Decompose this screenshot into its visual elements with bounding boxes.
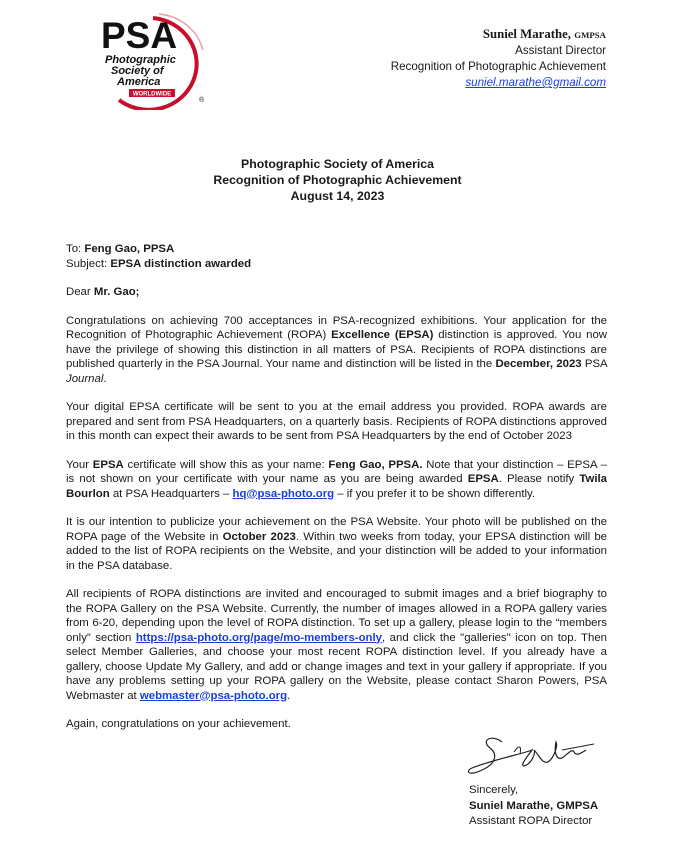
letter-body [66, 242, 607, 746]
sender-name: Suniel Marathe, [482, 27, 571, 41]
subject-value: EPSA distinction awarded [110, 257, 252, 270]
recipient-name: Feng Gao, PPSA [84, 243, 175, 255]
signatory-name: Suniel Marathe, GMPSA [469, 799, 599, 812]
salutation: Dear Mr. Gao; [66, 286, 140, 298]
sender-credentials: GMPSA [574, 30, 606, 40]
valediction: Sincerely, [469, 784, 519, 796]
paragraph-closing: Again, congratulations on your achievement. [66, 718, 291, 730]
handwritten-signature [462, 730, 602, 790]
heading-program: Recognition of Photographic Achievement [213, 173, 462, 187]
sender-block [391, 26, 606, 91]
paragraph-gallery: All recipients of ROPA distinctions are invited and encouraged to submit images and a brief biography to the ROPA Gallery on the PSA Website. Currently, the number of images allowed in a ROPA gallery varies from 6-20, depending upon the level of ROPA distinction. To set up a gallery, please login to the “members only” section https://psa-photo.org/page/mo-members-only, and click the "galleries" icon on top. Then select Member Galleries, and choose your most recent ROPA distinction level. If you already have a gallery, choose Update My Gallery, and add or change images and text in your gallery if appropriate. If you have any problems setting up your ROPA gallery on the Website, please contact Sharon Powers, PSA Webmaster at webmaster@psa-photo.org. [66, 588, 607, 702]
hq-email-link[interactable]: hq@psa-photo.org [232, 487, 335, 500]
closing-block [469, 783, 598, 830]
paragraph-name-display: Your EPSA certificate will show this as your name: Feng Gao, PPSA. Note that your distinction – EPSA – is not shown on your certificate with your name as you are being awarded EPSA. Please notify Twila Bourlon at PSA Headquarters – hq@psa-photo.org – if you prefer it to be shown differently. [66, 458, 608, 500]
signatory-title: Assistant ROPA Director [469, 815, 593, 827]
subject-line: Subject: EPSA distinction awarded [66, 257, 252, 270]
letter-heading [0, 156, 675, 204]
sender-department: Recognition of Photographic Achievement [390, 60, 606, 73]
svg-text:®: ® [199, 97, 205, 104]
svg-text:PSA: PSA [101, 15, 178, 56]
svg-text:Society of: Society of [111, 65, 164, 77]
sender-email-link[interactable]: suniel.marathe@gmail.com [465, 76, 606, 89]
heading-date: August 14, 2023 [290, 189, 385, 203]
psa-logo [95, 10, 213, 110]
paragraph-publicity: It is our intention to publicize your achievement on the PSA Website. Your photo will be published on the ROPA page of the Website in October 2023. Within two weeks from today, your EPSA distinction will be added to the list of ROPA recipients on the Website, and your distinction will be added to your information in the PSA database. [66, 516, 608, 572]
webmaster-email-link[interactable]: webmaster@psa-photo.org [139, 689, 288, 702]
svg-text:Photographic: Photographic [105, 54, 176, 66]
to-line: To: Feng Gao, PPSA [66, 243, 175, 255]
svg-text:America: America [117, 76, 161, 88]
members-only-link[interactable]: https://psa-photo.org/page/mo-members-only [135, 631, 382, 644]
paragraph-approval: Congratulations on achieving 700 acceptances in PSA-recognized exhibitions. Your application for the Recognition of Photographic Achievement (ROPA) Excellence (EPSA) distinction is approved. You now have the privilege of showing this distinction in all matters of PSA. Recipients of ROPA distinctions are published quarterly in the PSA Journal. Your name and distinction will be listed in the December, 2023 PSA Journal. [66, 314, 608, 385]
heading-org: Photographic Society of America [241, 157, 434, 171]
paragraph-certificate: Your digital EPSA certificate will be sent to you at the email address you provided. ROPA awards are prepared and sent from PSA Headquarters, on a quarterly basis. Recipients of ROPA distinctions approved in this month can expect their awards to be sent from PSA Headquarters by the end of October 2023 [66, 401, 607, 442]
sender-title: Assistant Director [515, 44, 606, 57]
svg-text:WORLDWIDE: WORLDWIDE [132, 91, 172, 98]
